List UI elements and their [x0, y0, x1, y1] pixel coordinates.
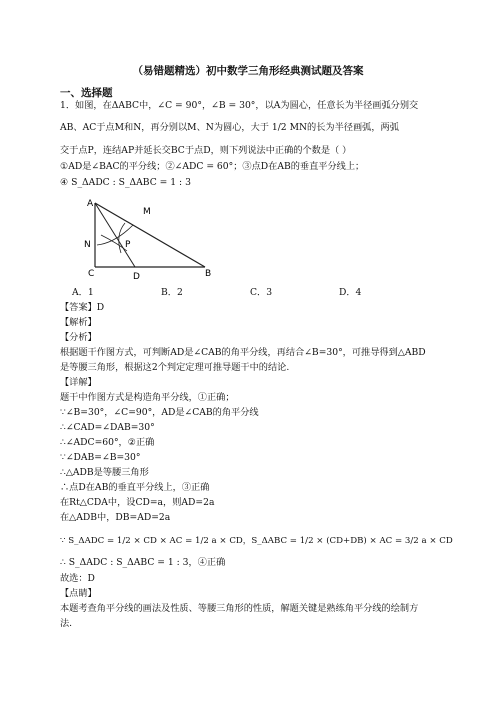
option-c: C．3 [250, 287, 273, 298]
dianjing-line-1: 本题考查角平分线的画法及性质、等腰三角形的性质，解题关键是熟练角平分线的绘制方 [60, 603, 419, 614]
triangle-figure [85, 195, 220, 280]
analysis-heading: 【解析】 [60, 317, 97, 328]
detail-line-10: ∵ S_ΔADC = 1/2 × CD × AC = 1/2 a × CD，S_ΔABC = 1/2 × (CD+DB) × AC = 3/2 a × CD [60, 536, 453, 546]
detail-line-7: ∴点D在AB的垂直平分线上，③正确 [60, 482, 210, 493]
fenxi-heading: 【分析】 [60, 332, 97, 343]
label-P: P [125, 240, 131, 250]
label-N: N [84, 240, 91, 250]
detail-line-11: ∴ S_ΔADC : S_ΔABC = 1 : 3，④正确 [60, 557, 226, 568]
detail-line-4: ∴∠ADC=60°，②正确 [60, 437, 155, 448]
label-B: B [205, 269, 212, 279]
question-line-5: ④ S_ΔADC : S_ΔABC = 1 : 3 [60, 177, 191, 188]
question-line-4: ①AD是∠BAC的平分线；②∠ADC = 60°；③点D在AB的垂直平分线上； [60, 161, 365, 172]
option-b: B．2 [161, 287, 183, 298]
label-D: D [133, 272, 140, 282]
detail-line-3: ∴∠CAD=∠DAB=30° [60, 422, 155, 433]
label-M: M [143, 207, 151, 217]
detail-line-5: ∵∠DAB=∠B=30° [60, 452, 141, 463]
detail-heading: 【详解】 [60, 377, 97, 388]
answer-line: 【答案】D [60, 302, 105, 313]
detail-line-8: 在Rt△CDA中，设CD=a，则AD=2a [60, 497, 215, 508]
detail-line-9: 在△ADB中，DB=AD=2a [60, 512, 171, 523]
question-line-3: 交于点P，连结AP并延长交BC于点D，则下列说法中正确的个数是（ ） [60, 145, 352, 156]
section-heading: 一、选择题 [60, 87, 113, 99]
detail-line-2: ∵∠B=30°，∠C=90°，AD是∠CAB的角平分线 [60, 407, 259, 418]
label-A: A [87, 199, 94, 209]
detail-line-6: ∴△ADB是等腰三角形 [60, 467, 149, 478]
option-d: D．4 [339, 287, 362, 298]
option-a: A．1 [72, 287, 94, 298]
detail-line-1: 题干中作图方式是构造角平分线，①正确； [60, 392, 235, 403]
label-C: C [88, 269, 95, 279]
question-number: 1． [60, 100, 76, 111]
dianjing-line-2: 法. [60, 618, 73, 629]
question-line-2: AB、AC于点M和N，再分别以M、N为圆心，大于 1/2 MN的长为半径画弧，两弧 [60, 122, 399, 133]
fenxi-line-1: 根据题干作图方式，可判断AD是∠CAB的角平分线，再结合∠B=30°，可推导得到△ABD [60, 347, 426, 358]
question-line-1-text: 如图，在ΔABC中，∠C = 90°，∠B = 30°，以A为圆心，任意长为半径画弧分别交 [75, 100, 419, 111]
document-title: （易错题精选）初中数学三角形经典测试题及答案 [132, 65, 364, 77]
fenxi-line-2: 是等腰三角形，根据这2个判定定理可推导题干中的结论. [60, 362, 290, 373]
detail-line-12: 故选：D [60, 573, 95, 584]
question-line-1 [60, 100, 418, 112]
dianjing-heading: 【点睛】 [60, 588, 97, 599]
